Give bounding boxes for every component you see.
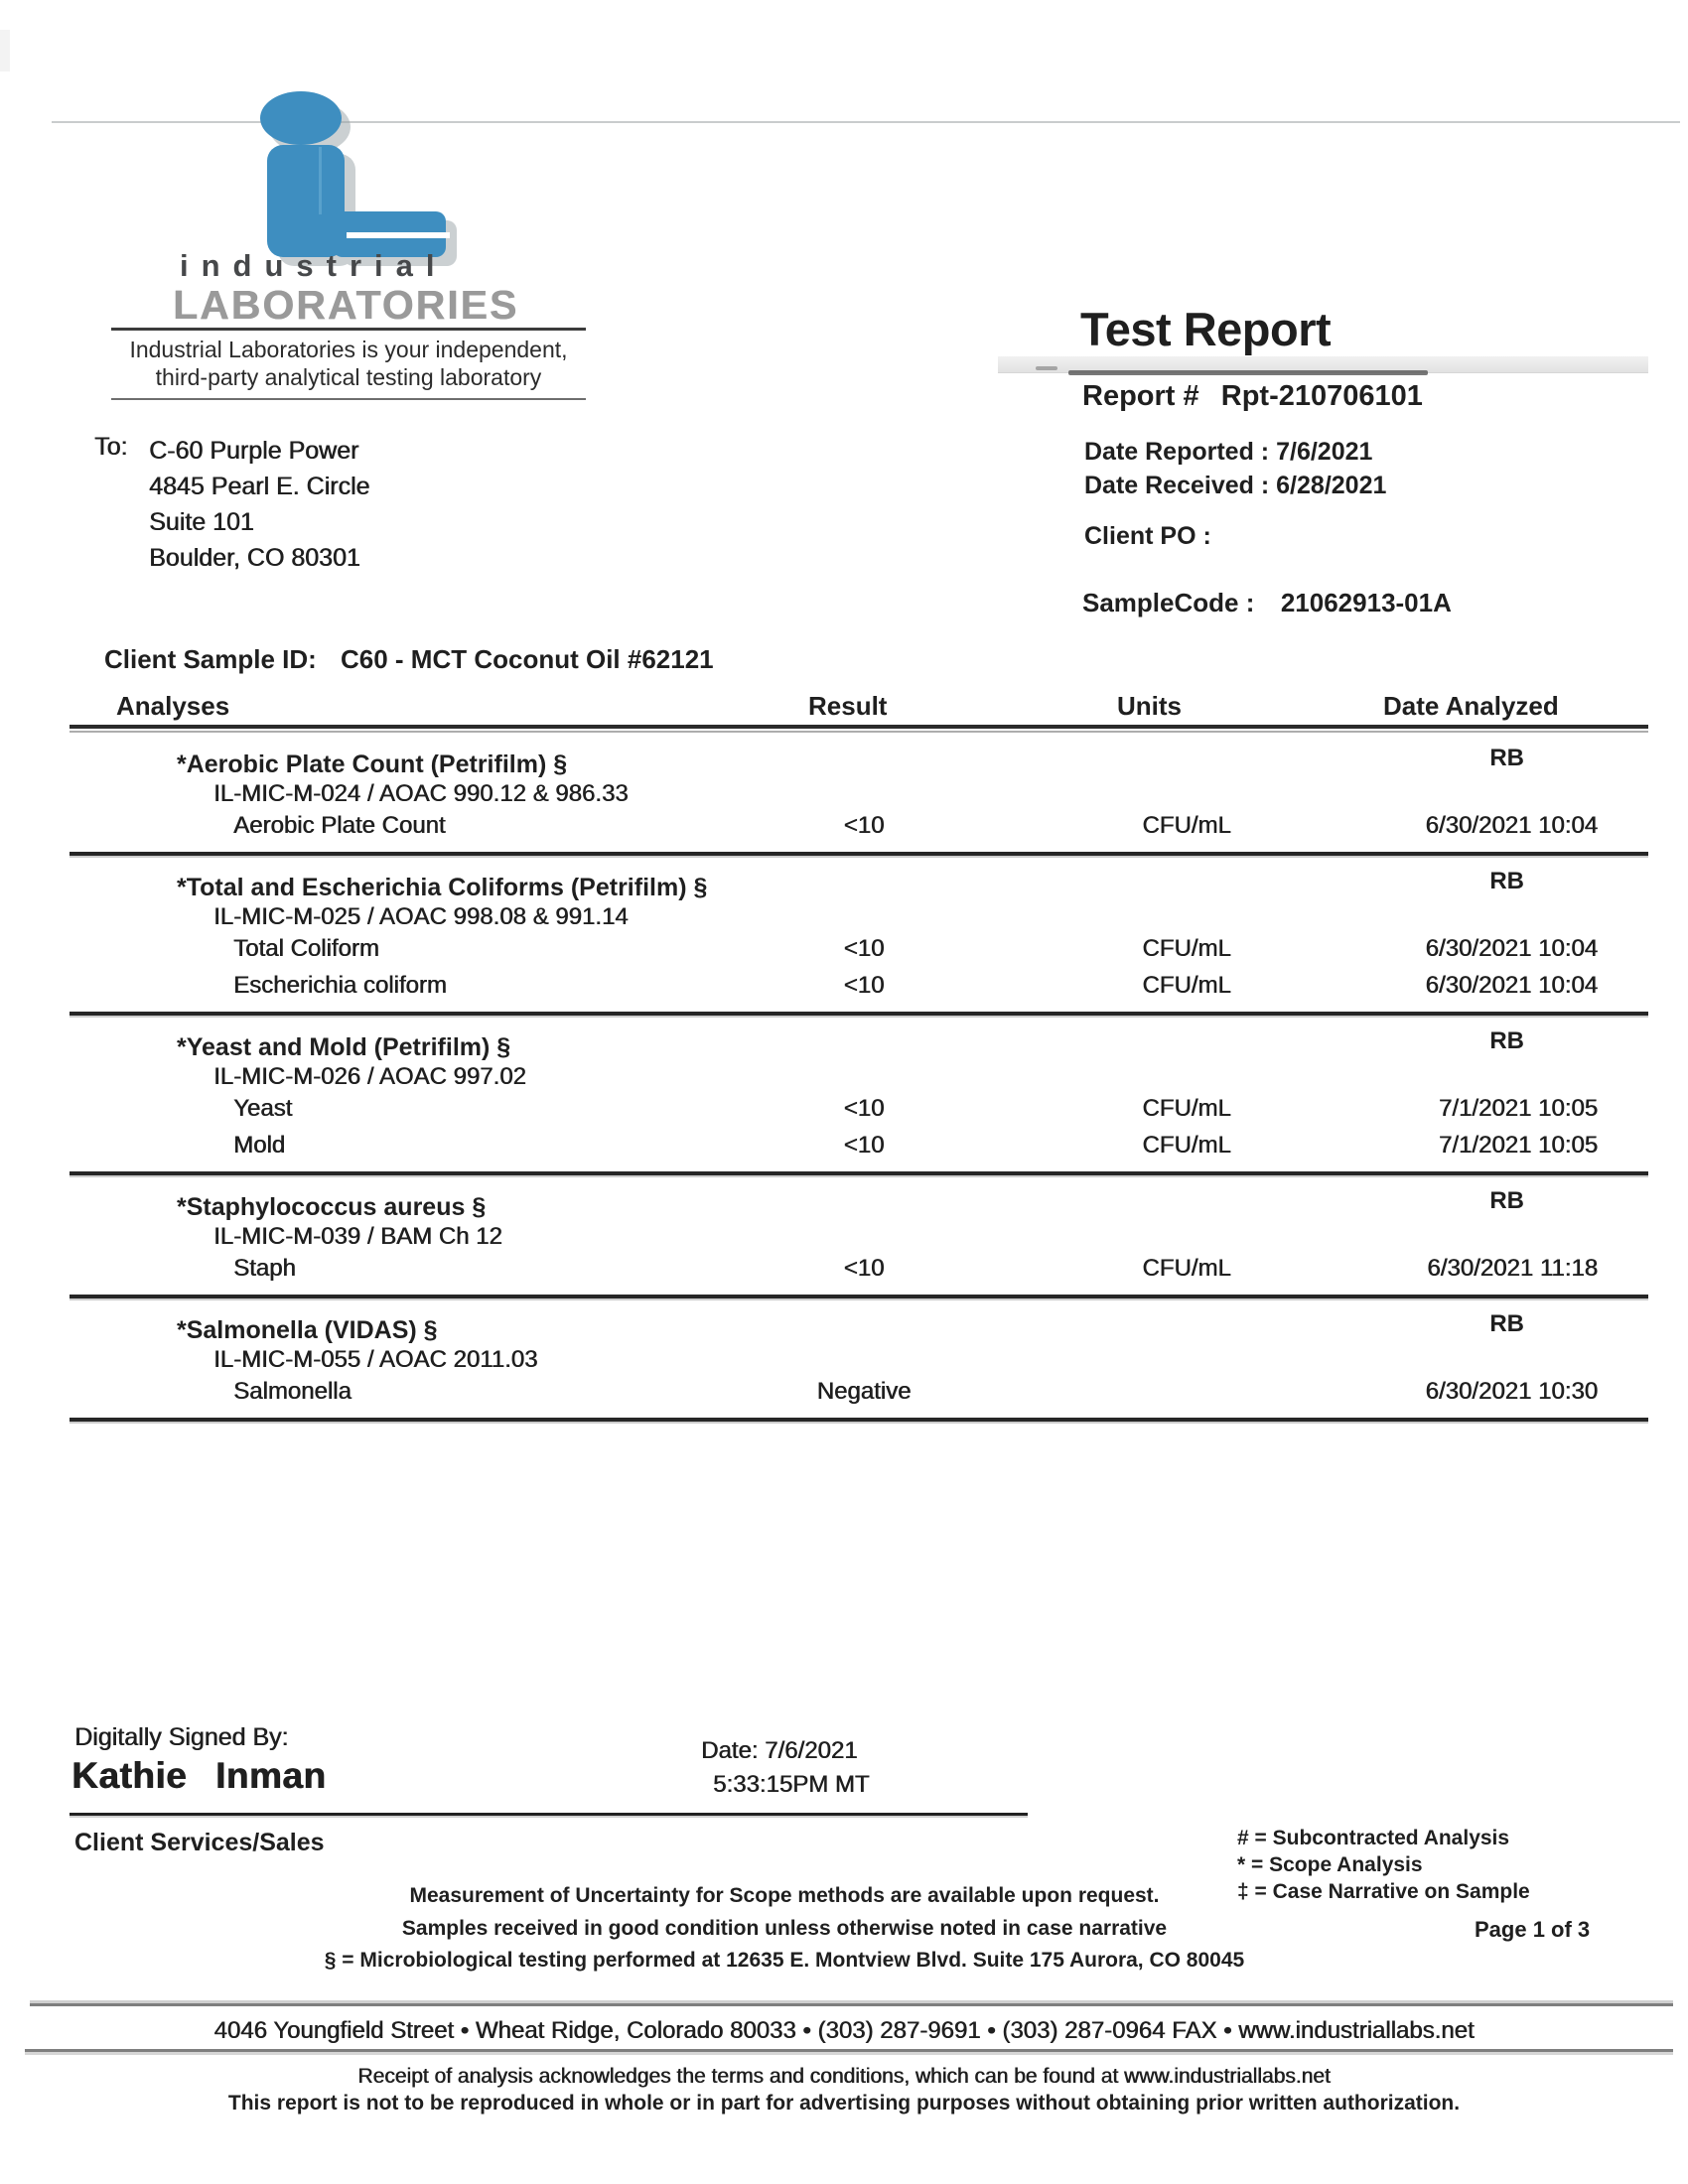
recipient-address-line3: Boulder, CO 80301 [149,544,360,572]
logo-tagline-line2: third-party analytical testing laboratory [155,364,542,390]
units-value: CFU/mL [1142,1132,1231,1159]
footer-rule-top [30,2003,1673,2006]
note-microbiological: § = Microbiological testing performed at 12635 E. Montview Blvd. Suite 175 Aurora, CO 80045 [324,1949,1245,1972]
analysis-method: IL-MIC-M-039 / BAM Ch 12 [213,1223,502,1250]
footer-rule-bottom [25,2049,1673,2052]
signer-name: Kathie Inman [71,1755,327,1796]
to-label: To: [94,433,128,461]
page-number: Page 1 of 3 [1475,1917,1591,1942]
report-number-label: Report # [1082,380,1199,412]
analysis-title: *Total and Escherichia Coliforms (Petrifilm) § [177,874,708,901]
note-condition: Samples received in good condition unless otherwise noted in case narrative [401,1917,1168,1940]
digitally-signed-by-label: Digitally Signed By: [74,1723,289,1751]
date-analyzed-value: 6/30/2021 11:18 [1427,1255,1598,1282]
analyte-name: Mold [233,1132,286,1159]
analyte-name: Salmonella [233,1378,352,1405]
units-value: CFU/mL [1142,1095,1231,1122]
result-value: <10 [843,935,885,962]
units-value: CFU/mL [1142,812,1231,839]
signature-date [701,1737,857,1765]
column-header-date-analyzed: Date Analyzed [1383,691,1559,721]
lab-address: 4046 Youngfield Street • Wheat Ridge, Colorado 80033 • (303) 287-9691 • (303) 287-0964 FAX • www.industriallabs.net [213,2017,1475,2044]
legend-case-narrative: ‡ = Case Narrative on Sample [1237,1880,1530,1903]
analysis-group [70,1016,1648,1175]
units-value: CFU/mL [1142,935,1231,962]
analyte-name: Total Coliform [233,935,379,962]
column-header-result: Result [808,691,888,721]
result-value: <10 [843,972,885,999]
analysis-title: *Yeast and Mold (Petrifilm) § [177,1033,511,1061]
results-table [70,685,1648,1422]
page-title: Test Report [1080,303,1332,355]
sample-code-row [1082,588,1452,618]
logo-wordmark-industrial: industrial [180,248,448,283]
recipient-address-line1: 4845 Pearl E. Circle [149,473,370,500]
industrial-laboratories-logo-icon [223,85,487,274]
signature-date-value: 7/6/2021 [765,1737,858,1764]
date-received-value: 6/28/2021 [1276,472,1387,499]
client-po-label: Client PO : [1084,522,1211,550]
table-row [70,930,1648,967]
analyte-name: Aerobic Plate Count [233,812,446,839]
date-received-row [1084,469,1386,502]
footer-reproduction-notice: This report is not to be reproduced in whole or in part for advertising purposes without obtaining prior written authorization. [227,2092,1461,2115]
analysis-group [70,733,1648,856]
analyst-initials: RB [1489,1187,1524,1214]
report-number-value: Rpt-210706101 [1220,380,1423,412]
table-row [70,1373,1648,1410]
analysis-method: IL-MIC-M-026 / AOAC 997.02 [213,1063,526,1090]
date-reported-row [1084,435,1386,469]
date-reported-value: 7/6/2021 [1276,438,1373,466]
analyst-initials: RB [1489,1310,1524,1337]
results-table-header [70,685,1648,725]
table-row [70,1127,1648,1163]
analysis-group [70,856,1648,1016]
units-value: CFU/mL [1142,1255,1231,1282]
analyte-name: Yeast [233,1095,293,1122]
table-row [70,1250,1648,1287]
analysis-method: IL-MIC-M-055 / AOAC 2011.03 [213,1346,538,1373]
date-analyzed-value: 6/30/2021 10:04 [1425,812,1598,839]
recipient-address-line2: Suite 101 [149,508,254,536]
recipient-name: C-60 Purple Power [149,437,359,465]
date-received-label: Date Received : [1084,472,1270,499]
recipient-address [149,433,369,576]
scan-artifact [0,30,10,71]
header-rule [70,725,1648,733]
analysis-title: *Staphylococcus aureus § [177,1193,487,1221]
date-analyzed-value: 7/1/2021 10:05 [1438,1095,1598,1122]
analysis-method: IL-MIC-M-025 / AOAC 998.08 & 991.14 [213,903,629,930]
report-dates [1084,435,1386,502]
scan-smudge-line [1068,370,1428,375]
scan-smudge [1036,366,1057,370]
analysis-title: *Salmonella (VIDAS) § [177,1316,438,1344]
table-row [70,967,1648,1004]
note-uncertainty: Measurement of Uncertainty for Scope methods are available upon request. [409,1884,1160,1907]
legend-subcontracted: # = Subcontracted Analysis [1237,1827,1510,1849]
column-header-analyses: Analyses [116,691,230,721]
client-sample-id-label: Client Sample ID: [104,644,317,674]
analysis-group [70,1298,1648,1422]
signature-rule [70,1813,1028,1816]
legend-scope: * = Scope Analysis [1237,1853,1423,1876]
units-value: CFU/mL [1142,972,1231,999]
result-value: Negative [816,1378,912,1405]
logo-tagline [111,328,586,400]
table-row [70,1090,1648,1127]
result-value: <10 [843,1132,885,1159]
date-analyzed-value: 6/30/2021 10:04 [1425,972,1598,999]
signature-date-label: Date: [701,1737,759,1764]
date-analyzed-value: 6/30/2021 10:30 [1425,1378,1598,1405]
logo-wordmark-laboratories: LABORATORIES [173,282,519,328]
date-analyzed-value: 6/30/2021 10:04 [1425,935,1598,962]
column-header-units: Units [1117,691,1182,721]
analysis-group [70,1175,1648,1298]
footer-terms: Receipt of analysis acknowledges the terms and conditions, which can be found at www.industriallabs.net [357,2065,1331,2088]
analyte-name: Staph [233,1255,296,1282]
analysis-title: *Aerobic Plate Count (Petrifilm) § [177,751,568,778]
result-value: <10 [843,812,885,839]
result-value: <10 [843,1255,885,1282]
sample-code-label: SampleCode : [1082,588,1255,617]
logo-tagline-line1: Industrial Laboratories is your independent, [129,337,568,362]
date-analyzed-value: 7/1/2021 10:05 [1438,1132,1598,1159]
date-reported-label: Date Reported : [1084,438,1270,466]
analyte-name: Escherichia coliform [233,972,447,999]
analyst-initials: RB [1489,868,1524,894]
analyst-initials: RB [1489,1027,1524,1054]
analysis-method: IL-MIC-M-024 / AOAC 990.12 & 986.33 [213,780,629,807]
report-number [1082,380,1423,413]
signature-time: 5:33:15PM MT [713,1771,870,1798]
analyst-initials: RB [1489,745,1524,771]
client-sample-id-value: C60 - MCT Coconut Oil #62121 [341,644,714,674]
table-row [70,807,1648,844]
signer-role: Client Services/Sales [74,1829,325,1856]
result-value: <10 [843,1095,885,1122]
sample-code-value: 21062913-01A [1280,588,1452,617]
